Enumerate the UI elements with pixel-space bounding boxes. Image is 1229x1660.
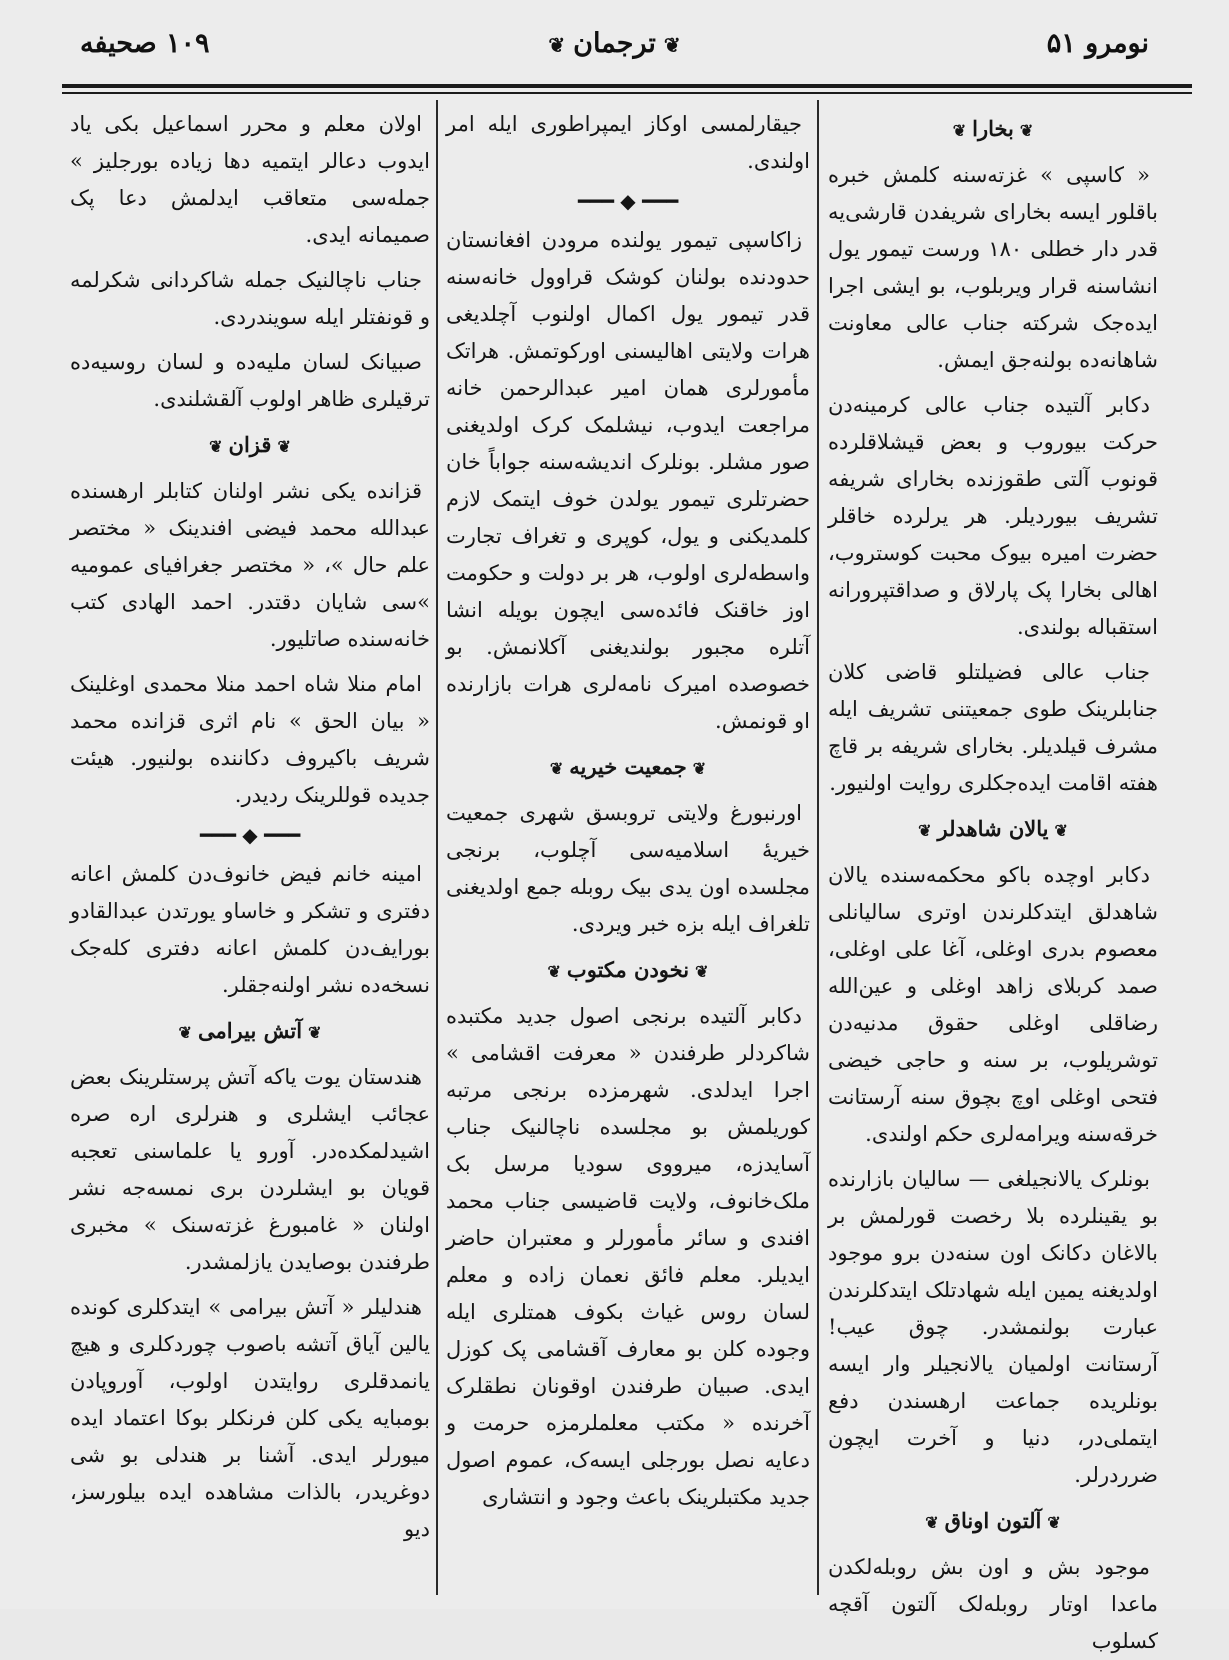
masthead-title xyxy=(0,28,1229,59)
ornament-icon: ❦ xyxy=(695,962,709,981)
section-heading-bukhara: ❦بخارا❦ xyxy=(952,116,1034,141)
ornament-icon: ❦ xyxy=(663,32,681,57)
ornament-icon: ❦ xyxy=(925,1513,939,1532)
ornament-icon: ❦ xyxy=(547,962,561,981)
column-right xyxy=(828,106,1158,1653)
divider-ornament-icon: ━━━ ◆ ━━━ xyxy=(577,189,679,213)
ornament-icon: ❦ xyxy=(549,759,564,778)
ornament-icon: ❦ xyxy=(277,437,291,456)
paragraph: موجود بش و اون بش روبله‌لکدن ماعدا اوتار روبله‌لک آلتون آقچه کسلوب xyxy=(828,1555,1158,1653)
page-number: ۱۰۹ صحیفه xyxy=(80,28,210,59)
paragraph: اورنبورغ ولایتی تروبسق شهری جمعیت خیریهٔ اسلامیه‌سی آچلوب، برنجی مجلسده اون یدی بیک روبله جمع اولدیغنی تلغراف ایله بزه خبر ویردی. xyxy=(446,801,810,936)
ornament-icon: ❦ xyxy=(308,1023,322,1042)
column-divider xyxy=(817,100,819,1595)
paragraph: جناب ناچالنیک جمله شاکردانی شکرلمه و قونفتلر ایله سویندردی. xyxy=(70,268,430,329)
section-heading-letter: ❦نخودن مکتوب❦ xyxy=(547,957,709,982)
paragraph: هندلیلر « آتش بیرامی » ایتدکلری کونده یالین آیاق آتشه باصوب چوردکلری و هیچ یانمدقلری روایتدن اولوب، آوروپادن بومبایه یکی کلن فرنکلر بوکا اعتماد ایده میورلر ایدی. آشنا بر هندلی بو شی دوغریدر، بالذات مشاهده ایده بیلورسز، دیو xyxy=(70,1295,430,1541)
ornament-icon: ❦ xyxy=(1019,121,1034,140)
column-middle xyxy=(446,106,810,1596)
issue-number: نومرو ۵۱ xyxy=(1046,28,1149,59)
ornament-icon: ❦ xyxy=(178,1023,192,1042)
ornament-icon: ❦ xyxy=(692,759,707,778)
section-heading-false-witnesses: ❦یالان شاهدلر❦ xyxy=(918,816,1068,841)
section-heading-charity: ❦جمعیت خیریه❦ xyxy=(549,754,707,779)
paragraph: دکابر اوچده باکو محکمه‌سنده یالان شاهدلق ایتدکلرندن اوتری سالیانلی معصوم بدری اوغلی، آغا علی اوغلی، صمد کربلای زاهد اوغلی و عین‌الله رضاقلی اوغلی حقوق مدنیه‌دن توشریلوب، بر سنه و حاجی خیضی فتحی اوغلی اوچ بچوق سنه آرستانت خرقه‌سنه ویرامه‌لری حکم اولندی. xyxy=(828,863,1158,1146)
paragraph: هندستان یوت یاکه آتش پرستلرینک بعض عجائب ایشلری و هنرلری اره صره اشیدلمکده‌در. آورو یا علماسنی تعجبه قویان بو ایشلردن بری نمسه‌جه نشر اولنان « غامبورغ غزته‌سنک » مخبری طرفندن بوصایدن یازلمشدر. xyxy=(70,1065,430,1274)
ornament-icon: ❦ xyxy=(952,121,967,140)
paragraph: جناب عالی فضیلتلو قاضی کلان جنابلرینک طوی جمعیتنی تشریف ایله مشرف قیلدیلر. بخارای شریفه بر قاچ هفته اقامت ایده‌جکلری روایت اولنیور. xyxy=(828,660,1158,795)
paragraph: دکابر آلتیده جناب عالی کرمینه‌دن حرکت بیوروب و بعض قیشلاقلرده قونوب آلتی طقوزنده بخارای شریفه تشریف بیوردیلر. هر یرلرده خاقلر حضرت امیره بیوک محبت کوستروب، اهالی بخارا پک پارلاق و صداقتپرورانه استقباله بولندی. xyxy=(828,393,1158,639)
divider-ornament-icon: ━━━ ◆ ━━━ xyxy=(199,823,301,847)
column-divider xyxy=(436,100,438,1595)
header-rule-thin xyxy=(62,92,1192,94)
header-rule xyxy=(62,84,1192,88)
column-left xyxy=(70,106,430,1596)
paragraph: قزانده یکی نشر اولنان کتابلر ارهسنده عبدالله محمد فیضی افندینک « مختصر علم حال »، « مختصر جغرافیای عمومیه »سی شایان دقتدر. احمد الهادی کتب خانه‌سنده صاتلیور. xyxy=(70,479,430,651)
ornament-icon: ❦ xyxy=(548,32,566,57)
ornament-icon: ❦ xyxy=(1047,1513,1061,1532)
paragraph: دکابر آلتیده برنجی اصول جدید مکتبده شاکردلر طرفندن « معرفت اقشامی » اجرا ایدلدی. شهرمزده برنجی مرتبه کوریلمش بو مجلسده ناچالنیک جناب آسایدزه، میرووی سودیا مرسل بک ملک‌خانوف، ولایت قاضیسی جناب محمد افندی و سائر مأمورلر و معتبران حاضر ایدیلر. معلم فائق نعمان زاده و معلم لسان روس غیاث بکوف همتلری ایله وجوده کلن بو معارف آقشامی پک کوزل ایدی. صبیان طرفندن اوقونان نطقلرک آخرنده « مکتب معلملرمزه حرمت و دعایه نصل بورجلی ایسه‌ک، عموم اصول جدید مکتبلرینک باعث وجود و انتشاری xyxy=(446,1004,810,1509)
masthead-text: ترجمان xyxy=(573,28,656,59)
section-heading-kazan: ❦قزان❦ xyxy=(209,432,291,457)
paragraph: زاکاسپی تیمور یولنده مرودن افغانستان حدودنده بولنان کوشک قراوول خانه‌سنه قدر تیمور یول اکمال اولنوب آچلدیغی هرات ولایتی اهالیسنی اورکوتمش. هراتک مأمورلری همان امیر عبدالرحمن خانه مراجعت ایدوب، نیشلمک کرک اولدیغنی صور مشلر. بونلرک اندیشه‌سنه جواباً خان حضرتلری تیمور یولدن خوف ایتمک لازم کلمدیکنی و یول، کوپری و تغراف تجارت واسطه‌لری اولوب، هر بر دولت و حکومت اوز خاقنک فائده‌سی ایچون بویله انشا آتلره مجبور بولندیغنی آکلانمش. بو خصوصده امیرک نامه‌لری هرات بازارنده او قونمش. xyxy=(446,228,810,733)
paragraph: « کاسپی » غزته‌سنه کلمش خبره باقلور ایسه بخارای شریفدن قارشی‌یه قدر دار خطلی ۱۸۰ ورست تیمور یول انشاسنه قرار ویربلوب، بو ایشی اجرا ایده‌جک شرکته جناب عالی معاونت شاهانه‌ده بولنه‌جق ایمش. xyxy=(828,163,1158,372)
paragraph: امام منلا شاه احمد منلا محمدی اوغلینک « بیان الحق » نام اثری قزانده محمد شریف باکیروف دکاننده بولنیور. هیئت جدیده قوللرینک ردیدر. xyxy=(70,672,430,807)
paragraph: بونلرک یالانجیلغی — سالیان بازارنده بو یقینلرده بلا رخصت قورلمش بر بالاغان دکانک اون سنه‌دن برو موجود اولدیغنه یمین ایله شهادتلک ایتدکلرندن عبارت بولنمشدر. چوق عیب! آرستانت اولمیان یالانجیلر وار ایسه بونلریده جماعت ارهسندن دفع ایتملی‌در، دنیا و آخرت ایچون ضرردرلر. xyxy=(828,1167,1158,1487)
ornament-icon: ❦ xyxy=(1054,821,1068,840)
ornament-icon: ❦ xyxy=(209,437,223,456)
ornament-icon: ❦ xyxy=(918,821,932,840)
section-heading-gold-coin: ❦آلتون اوناق❦ xyxy=(925,1508,1061,1533)
paragraph: اولان معلم و محرر اسماعیل بکی یاد ایدوب دعالر ایتمیه دها زیاده بورجلیز » جمله‌سی متعاقب ایدلمش دعا پک صمیمانه ایدی. xyxy=(70,112,430,247)
section-heading-fire-festival: ❦آتش بیرامی❦ xyxy=(178,1018,322,1043)
paragraph: امینه خانم فیض خانوف‌دن کلمش اعانه دفتری و تشکر و خاساو یورتدن عبدالقادو بورایف‌دن کلمش اعانه دفتری کله‌جک نسخه‌ده نشر اولنه‌جقلر. xyxy=(70,862,430,997)
paragraph: جیقارلمسی اوکاز ایمپراطوری ایله امر اولندی. xyxy=(446,112,810,173)
paragraph: صبیانک لسان ملیه‌ده و لسان روسیه‌ده ترقیلری ظاهر اولوب آلقشلندی. xyxy=(70,350,430,411)
